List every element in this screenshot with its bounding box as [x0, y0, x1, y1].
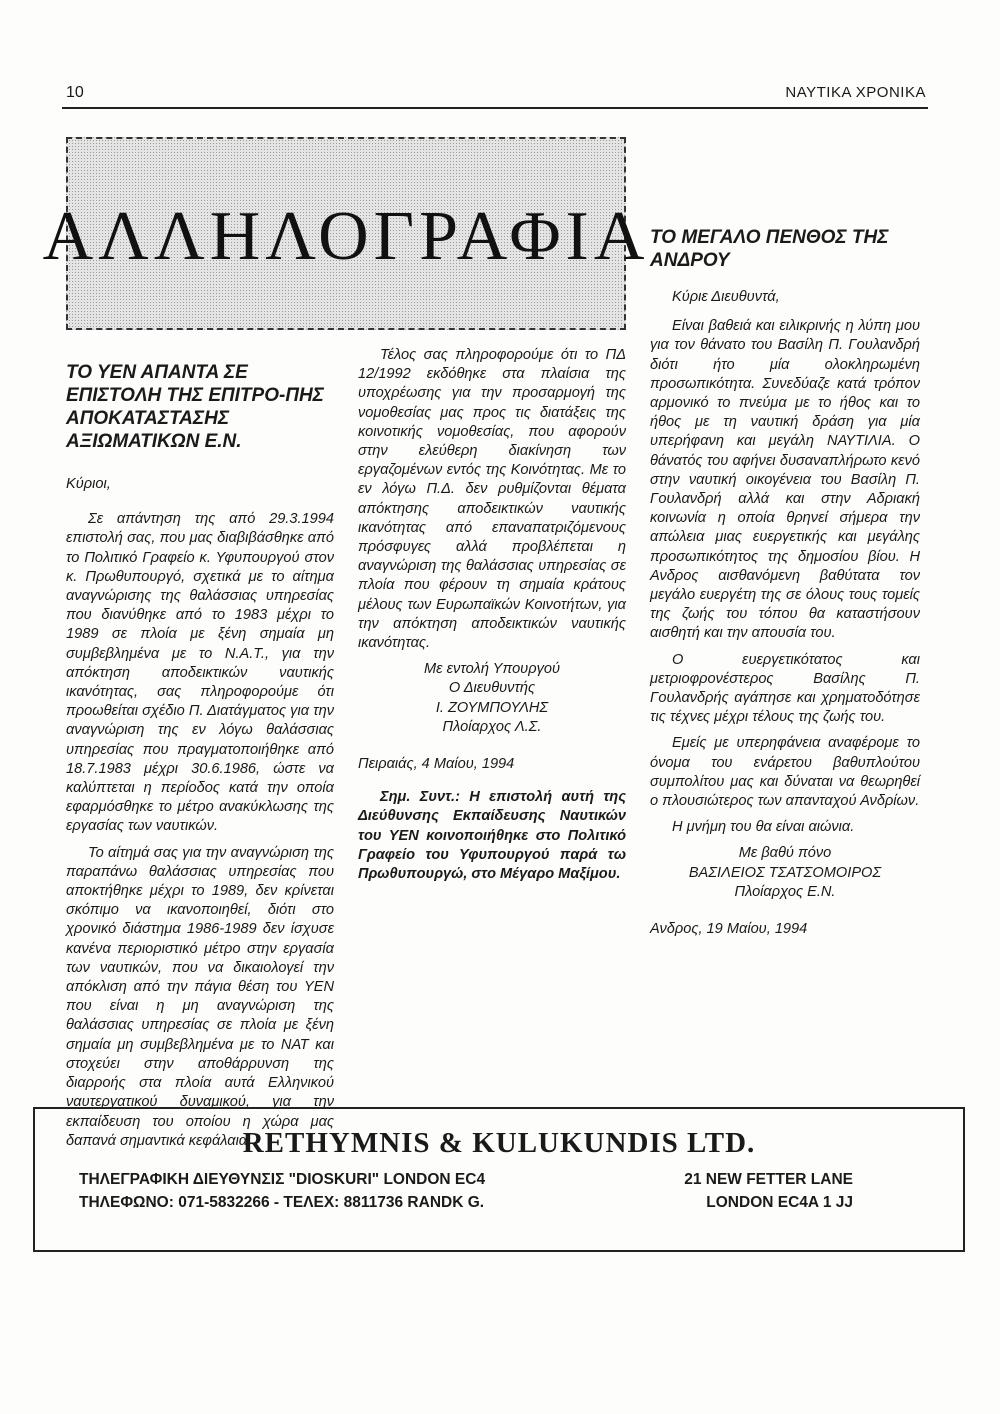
ad-street-address: 21 NEW FETTER LANE	[684, 1171, 853, 1188]
ad-company-name: RETHYMNIS & KULUKUNDIS LTD.	[242, 1127, 756, 1159]
letter1-signature-line-3: Ι. ΖΟΥΜΠΟΥΛΗΣ	[435, 699, 549, 716]
letter2-signature-line-3: Πλοίαρχος Ε.Ν.	[734, 883, 836, 900]
letter2-paragraph-4: Η μνήμη του θα είναι αιώνια.	[672, 819, 855, 836]
column-2	[358, 346, 626, 891]
letter2-salutation: Κύριε Διευθυντά,	[672, 289, 780, 305]
page-number: 10	[66, 84, 84, 101]
letter2-paragraph-1: Είναι βαθειά και ειλικρινής η λύπη μου για τον θάνατο του Βασίλη Π. Γουλανδρή διότι ήτο μία ολοκληρωμένη προσωπικότητα. Συνεδύαζε κατά τρόπον αρμονικό το πνεύμα με το ήθος και το ήθος με τη ναυτική δράση για μία υπερήφανη και μεγάλη ΝΑΥΤΙΛΙΑ. Ο θάνατός του αφήνει δυσαναπλήρωτο κενό στην ναυτική οικογένεια του Βασίλη Π. Γουλανδρή αλλά και στην Αδριακή κοινωνία η οποία θρηνεί σήμερα την απώλεια μιας ευεργετικής και μεγάλης προσωπικότητος της δημοσίου βίου. Η Ανδρος αισθανόμενη βαθύτατα τον μεγάλο ευεργέτη της σε όλους τους τομείς της ζωής του τόπου θα καταστήσουν αισθητή και την απουσία του.	[650, 318, 920, 642]
section-title: ΑΛΛΗΛΟΓΡΑΦΙΑ	[42, 197, 650, 275]
letter2-signature	[650, 844, 920, 902]
letter2-date: Ανδρος, 19 Μαίου, 1994	[650, 921, 808, 938]
letter1-salutation: Κύριοι,	[66, 476, 111, 492]
ad-phone-telex: ΤΗΛΕΦΩΝΟ: 071-5832266 - ΤΕΛΕΧ: 8811736 RANDK G.	[79, 1194, 485, 1211]
letter2-signature-line-1: Με βαθύ πόνο	[738, 845, 832, 862]
magazine-name: ΝΑΥΤΙΚΑ ΧΡΟΝΙΚΑ	[785, 84, 926, 101]
letter2-signature-line-2: ΒΑΣΙΛΕΙΟΣ ΤΣΑΤΣΟΜΟΙΡΟΣ	[688, 864, 882, 881]
letter1-signature-line-4: Πλοίαρχος Λ.Σ.	[442, 718, 542, 735]
section-title-box	[42, 137, 650, 330]
letter2-paragraph-3: Εμείς με υπερηφάνεια αναφέρομε το όνομα του ενάρετου βαθυπλούτου συμπολίτου μας και δύναται να θεωρηθεί ο πλουσιώτερος των απανταχού Ανδρίων.	[650, 735, 920, 810]
ad-telegraphic-address: ΤΗΛΕΓΡΑΦΙΚΗ ΔΙΕΥΘΥΝΣΙΣ "DIOSKURI" LONDON EC4	[79, 1171, 486, 1188]
letter2-paragraph-2: Ο ευεργετικότατος και μετριοφρονέστερος Βασίλης Π. Γουλανδρής αγάπησε και χρηματοδότησε τις τέχνες μέχρι τέλους της ζωής του.	[650, 651, 920, 726]
column-1	[66, 361, 334, 1158]
advertisement-box	[33, 1107, 965, 1252]
editor-note: Σημ. Συντ.: Η επιστολή αυτή της Διεύθυνσης Εκπαίδευσης Ναυτικών του ΥΕΝ κοινοποιήθηκε στο Πολιτικό Γραφείο του Υφυπουργού παρά τω Πρωθυπουργώ, στο Μέγαρο Μαξίμου.	[358, 789, 626, 883]
letter1-signature-line-1: Με εντολή Υπουργού	[423, 661, 561, 678]
letter2-headline: ΤΟ ΜΕΓΑΛΟ ΠΕΝΘΟΣ ΤΗΣ ΑΝΔΡΟΥ	[650, 227, 889, 271]
letter1-signature	[358, 660, 626, 737]
letter1-headline: ΤΟ ΥΕΝ ΑΠΑΝΤΑ ΣΕ ΕΠΙΣΤΟΛΗ ΤΗΣ ΕΠΙΤΡΟ-ΠΗΣ ΑΠΟΚΑΤΑΣΤΑΣΗΣ ΑΞΙΩΜΑΤΙΚΩΝ Ε.Ν.	[66, 362, 324, 452]
letter1-date: Πειραιάς, 4 Μαίου, 1994	[358, 756, 515, 773]
header-rule	[62, 107, 928, 109]
letter1-paragraph-1: Σε απάντηση της από 29.3.1994 επιστολή σας, που μας διαβιβάσθηκε από το Πολιτικό Γραφείο κ. Υφυπουργού στον κ. Πρωθυπουργό, σχετικά με το αίτημα αναγνώρισης της θαλάσσιας υπηρεσίας που διανύθηκε από το 1983 μέχρι το 1989 σε πλοία με ξένη σημαία μη συμβεβλημένα με το Ν.Α.Τ., για την απόκτηση αποδεικτικών ναυτικής ικανότητας, σας πληροφορούμε ότι προωθείται σχέδιο Π. Διατάγματος για την αναγνώριση της εν λόγω θαλάσσιας υπηρεσίας που πραγματοποιήθηκε από 18.7.1983 μέχρι 30.6.1986, ώστε να καλύπτεται η περίοδος κατά την οποία εφαρμόσθηκε το μέτρο ανακύκλωσης της εργασίας των ναυτικών.	[66, 511, 334, 835]
letter1-paragraph-2: Το αίτημά σας για την αναγνώριση της παραπάνω θαλάσσιας υπηρεσίας που αποκτήθηκε μέχρι το 1989, δεν κρίνεται σκόπιμο να ικανοποιηθεί, διότι στο χρονικό διάστημα 1986-1989 δεν ίσχυσε κανένα περιοριστικό μέτρο στην εργασία των ναυτικών, που να δικαιολογεί την απόκλιση από την πάγια θέση του ΥΕΝ που είναι η μη αναγνώριση της θαλάσσιας υπηρεσίας σε πλοία με ξένη σημαία μη συμβεβλημένα με το ΝΑΤ και στοχεύει στην αποθάρρυνση της διαρροής στα πλοία αυτά Ελληνικού ναυτεργατικού δυναμικού, για την εκπαίδευση του οποίου η χώρα μας δαπανά σημαντικά κεφάλαια.	[66, 844, 334, 1149]
column-3	[650, 130, 920, 946]
ad-city-postcode: LONDON EC4A 1 JJ	[706, 1194, 853, 1211]
letter1-signature-line-2: Ο Διευθυντής	[448, 680, 536, 697]
letter1-paragraph-3: Τέλος σας πληροφορούμε ότι το ΠΔ 12/1992 εκδόθηκε στα πλαίσια της υποχρέωσης για την προσαρμογή της νομοθεσίας μας προς τις διατάξεις της κοινοτικής νομοθεσίας, που αφορούν στην ελεύθερη διακίνηση των εργαζομένων εντός της Κοινότητας. Με το εν λόγω Π.Δ. δεν ρυθμίζονται θέματα απόκτησης αποδεικτικών ναυτικής ικανότητας από επαναπατριζόμενους πρόσφυγες αλλά προβλέπεται η αναγνώριση της θαλάσσιας υπηρεσίας σε πλοία που φέρουν τη σημαία κράτους μέλους των Ευρωπαϊκών Κοινοτήτων, για την απόκτηση αποδεικτικών ναυτικής ικανότητας.	[358, 347, 626, 652]
